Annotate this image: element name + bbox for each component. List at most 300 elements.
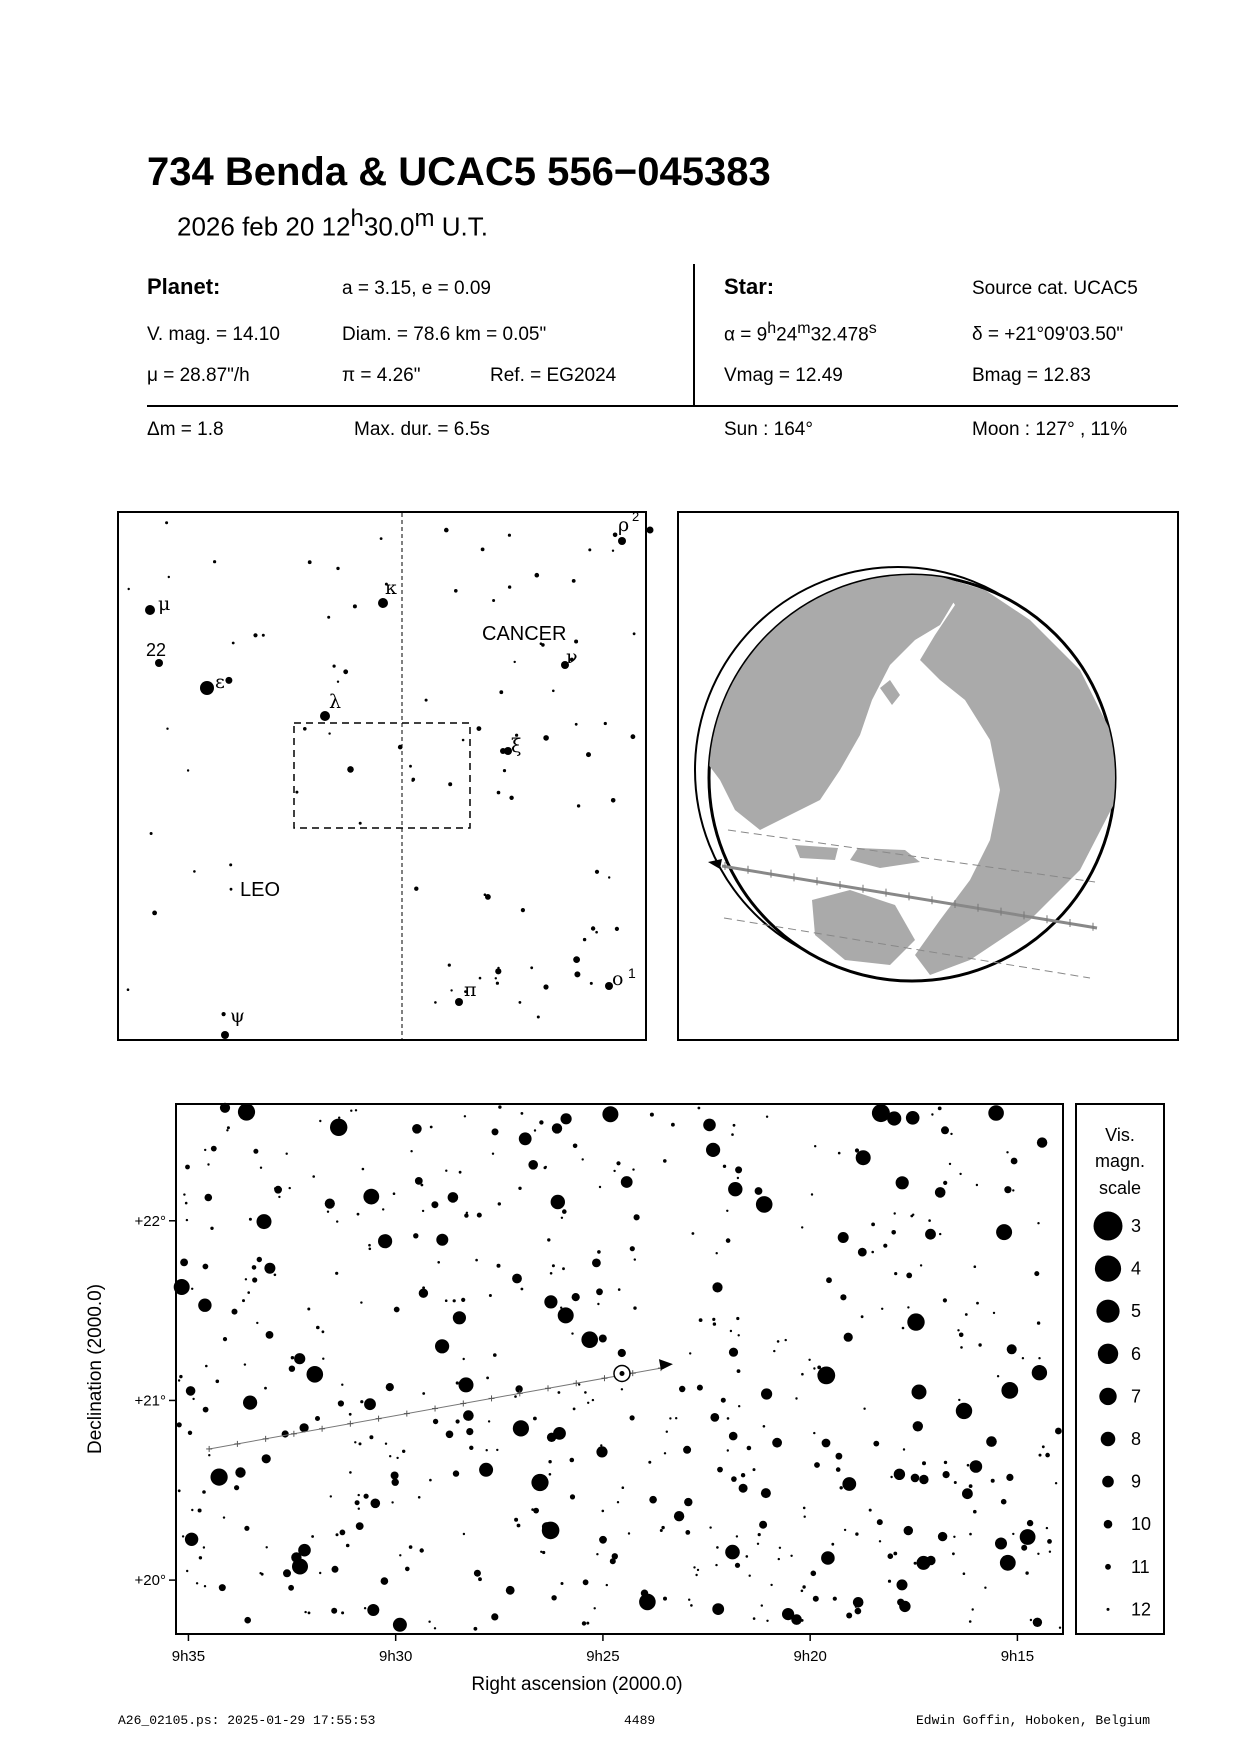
chart-star	[260, 1167, 262, 1169]
chart-star	[902, 1327, 905, 1330]
chart-star	[364, 1398, 376, 1410]
chart-star	[533, 1417, 537, 1421]
chart-star	[283, 1569, 291, 1577]
chart-star	[821, 1551, 835, 1565]
finder-star	[572, 579, 576, 583]
chart-star	[616, 1161, 620, 1165]
path-arrow	[659, 1359, 673, 1370]
chart-star	[879, 1540, 881, 1542]
chart-star	[896, 1176, 909, 1189]
star-header: Star:	[724, 274, 775, 299]
chart-star	[185, 1202, 188, 1205]
chart-star	[587, 1402, 589, 1404]
chart-star	[220, 1103, 230, 1113]
chart-star	[956, 1403, 972, 1419]
chart-star	[699, 1318, 703, 1322]
chart-star	[917, 1556, 931, 1570]
finder-star	[193, 870, 196, 873]
chart-star	[712, 1603, 724, 1615]
chart-star	[409, 1545, 413, 1549]
chart-star	[183, 1193, 185, 1195]
chart-star	[733, 1124, 736, 1127]
chart-star	[519, 1132, 532, 1145]
chart-star	[715, 1564, 717, 1566]
finder-star	[378, 598, 388, 608]
chart-star	[363, 1189, 379, 1205]
chart-star	[666, 1431, 668, 1433]
chart-star	[517, 1524, 521, 1528]
chart-star	[525, 1430, 527, 1432]
finder-star	[295, 791, 298, 794]
chart-star	[405, 1567, 410, 1572]
finder-star	[128, 588, 130, 590]
chart-star	[612, 1553, 618, 1559]
finder-star	[225, 677, 232, 684]
chart-star	[336, 1533, 339, 1536]
chart-star	[349, 1413, 352, 1416]
chart-star	[534, 1129, 536, 1131]
chart-star	[1006, 1474, 1013, 1481]
chart-star	[596, 1446, 607, 1457]
chart-star	[663, 1159, 667, 1163]
chart-star	[1042, 1445, 1045, 1448]
star-label-superscript: 2	[632, 509, 640, 524]
chart-star	[357, 1213, 360, 1216]
x-tick-label: 9h20	[793, 1648, 827, 1665]
chart-star	[692, 1232, 695, 1235]
chart-star	[836, 1467, 841, 1472]
chart-star	[621, 1176, 633, 1188]
chart-star	[869, 1509, 872, 1512]
chart-star	[429, 1479, 432, 1482]
chart-star	[861, 1315, 864, 1318]
chart-star	[422, 1392, 425, 1395]
chart-star	[474, 1627, 478, 1631]
chart-star	[491, 1613, 498, 1620]
finder-star	[608, 876, 610, 878]
chart-star	[1055, 1482, 1057, 1484]
finder-star	[343, 669, 348, 674]
chart-star	[428, 1621, 430, 1623]
chart-star	[974, 1265, 977, 1268]
finder-star	[347, 766, 354, 773]
chart-star	[539, 1120, 543, 1124]
chart-star	[573, 1144, 578, 1149]
chart-star	[312, 1375, 317, 1380]
finder-frame	[118, 512, 646, 1040]
constellation-label: LEO	[240, 879, 281, 901]
chart-star	[817, 1367, 835, 1385]
chart-star	[434, 1627, 436, 1629]
chart-star	[338, 1400, 344, 1406]
chart-star	[474, 1570, 481, 1577]
chart-star	[264, 1263, 275, 1274]
chart-star	[630, 1415, 635, 1420]
chart-star	[191, 1288, 193, 1290]
chart-star	[723, 1165, 726, 1168]
chart-star	[583, 1579, 589, 1585]
finder-star	[612, 550, 614, 552]
max-duration: Max. dur. = 6.5s	[354, 419, 490, 440]
chart-star	[551, 1595, 556, 1600]
chart-star	[548, 1460, 551, 1463]
chart-star	[749, 1575, 751, 1577]
legend-symbol	[1101, 1432, 1116, 1447]
chart-star	[547, 1238, 550, 1241]
footer-file-info: A26_02105.ps: 2025-01-29 17:55:53	[118, 1713, 376, 1728]
chart-star	[1037, 1222, 1039, 1224]
chart-star	[893, 1552, 897, 1556]
chart-star	[943, 1181, 947, 1185]
chart-star	[1012, 1189, 1014, 1191]
legend-symbol	[1098, 1344, 1118, 1364]
finder-star	[543, 735, 549, 741]
chart-star	[814, 1462, 820, 1468]
chart-star	[596, 1288, 603, 1295]
chart-star	[1012, 1533, 1014, 1535]
chart-star	[445, 1170, 447, 1172]
finder-star	[145, 605, 155, 615]
chart-star	[550, 1272, 553, 1275]
chart-star	[479, 1463, 493, 1477]
chart-star	[316, 1326, 320, 1330]
star-label: κ	[385, 577, 397, 599]
chart-star	[639, 1594, 656, 1611]
planet-diameter: Diam. = 78.6 km = 0.05"	[342, 324, 547, 345]
chart-star	[737, 1177, 739, 1179]
chart-star	[728, 1182, 742, 1196]
legend-symbol	[1102, 1476, 1114, 1488]
chart-star	[758, 1533, 761, 1536]
chart-star	[746, 1555, 749, 1558]
chart-star	[506, 1586, 515, 1595]
chart-star	[973, 1510, 977, 1514]
chart-star	[753, 1617, 756, 1620]
chart-star	[492, 1153, 494, 1155]
chart-star	[179, 1375, 182, 1378]
finder-star	[543, 984, 548, 989]
chart-star	[558, 1391, 561, 1394]
x-tick-label: 9h15	[1000, 1648, 1035, 1665]
chart-star	[182, 1535, 184, 1537]
chart-star	[803, 1507, 806, 1510]
chart-star	[244, 1617, 251, 1624]
finder-star	[166, 728, 168, 730]
legend-magnitude-label: 8	[1131, 1429, 1142, 1449]
legend-symbol	[1094, 1212, 1123, 1241]
page-title: 734 Benda & UCAC5 556−045383	[147, 150, 771, 194]
chart-star	[247, 1291, 250, 1294]
chart-star	[1045, 1453, 1050, 1458]
chart-star	[547, 1433, 556, 1442]
chart-star	[739, 1484, 748, 1493]
finder-star	[127, 988, 130, 991]
chart-star	[448, 1192, 459, 1203]
chart-star	[703, 1119, 716, 1132]
star-label: ψ	[230, 1005, 245, 1027]
chart-star	[549, 1473, 552, 1476]
planet-reference: Ref. = EG2024	[490, 365, 617, 386]
finder-star	[631, 734, 636, 739]
chart-star	[298, 1544, 311, 1557]
chart-star	[808, 1359, 810, 1361]
chart-star	[695, 1574, 697, 1576]
chart-star	[712, 1318, 715, 1321]
chart-star	[331, 1608, 337, 1614]
chart-star	[679, 1386, 685, 1392]
chart-star	[196, 1582, 198, 1584]
chart-star	[291, 1356, 294, 1359]
chart-star	[531, 1474, 548, 1491]
chart-star	[456, 1419, 460, 1423]
chart-star	[211, 1469, 228, 1486]
chart-star	[399, 1554, 401, 1556]
chart-star	[514, 1395, 517, 1398]
chart-star	[341, 1384, 343, 1386]
chart-star	[1046, 1527, 1048, 1529]
chart-star	[939, 1233, 941, 1235]
chart-star	[735, 1563, 740, 1568]
chart-star	[986, 1436, 997, 1447]
chart-star	[741, 1473, 745, 1477]
chart-star	[943, 1471, 950, 1478]
star-vmag: Vmag = 12.49	[724, 365, 843, 386]
finder-star	[398, 745, 403, 750]
chart-star	[202, 1490, 206, 1494]
finder-star	[409, 765, 412, 768]
chart-star	[960, 1346, 963, 1349]
chart-star	[766, 1116, 768, 1118]
chart-star	[257, 1257, 262, 1262]
finder-star	[253, 633, 257, 637]
chart-star	[801, 1373, 804, 1376]
chart-star	[369, 1435, 373, 1439]
chart-star	[1007, 1344, 1017, 1354]
finder-star	[262, 634, 265, 637]
chart-star	[1033, 1618, 1042, 1627]
chart-star	[716, 1252, 718, 1254]
shadow-direction-arrow	[708, 859, 722, 869]
chart-star	[322, 1330, 325, 1333]
chart-star	[632, 1168, 634, 1170]
legend-magnitude-label: 4	[1131, 1258, 1142, 1279]
chart-star	[186, 1219, 188, 1221]
legend-magnitude-label: 10	[1131, 1514, 1152, 1535]
chart-star	[418, 1496, 421, 1499]
chart-star	[963, 1572, 966, 1575]
chart-star	[178, 1379, 180, 1381]
chart-star	[274, 1186, 282, 1194]
chart-star	[833, 1597, 837, 1601]
chart-star	[899, 1601, 910, 1612]
chart-star	[180, 1259, 188, 1267]
chart-star	[364, 1607, 366, 1609]
chart-star	[542, 1551, 545, 1554]
chart-star	[633, 1306, 636, 1309]
finder-star	[359, 822, 362, 825]
star-label: 22	[146, 640, 167, 660]
chart-star	[995, 1538, 1007, 1550]
chart-star	[729, 1432, 738, 1441]
finder-star	[495, 977, 497, 979]
chart-star	[257, 1214, 272, 1229]
planet-motion: μ = 28.87"/h	[147, 365, 250, 386]
chart-star	[763, 1425, 766, 1428]
chart-star	[475, 1259, 478, 1262]
chart-star	[477, 1213, 482, 1218]
chart-star	[976, 1302, 979, 1305]
chart-star	[1055, 1428, 1062, 1435]
magnitude-drop: Δm = 1.8	[147, 419, 224, 440]
chart-star	[431, 1201, 438, 1208]
chart-star	[883, 1244, 887, 1248]
chart-star	[562, 1267, 565, 1270]
finder-star	[552, 690, 555, 693]
finder-star	[499, 690, 503, 694]
chart-star	[712, 1282, 722, 1292]
chart-star	[235, 1467, 245, 1477]
chart-star	[801, 1226, 803, 1228]
chart-star	[844, 1529, 846, 1531]
star-source: Source cat. UCAC5	[972, 278, 1138, 299]
chart-star	[561, 1582, 564, 1585]
chart-star	[393, 1192, 396, 1195]
chart-star	[210, 1227, 213, 1230]
chart-star	[498, 1202, 501, 1205]
chart-star	[904, 1526, 913, 1535]
chart-star	[891, 1230, 896, 1235]
chart-star	[726, 1210, 728, 1212]
chart-star	[1020, 1529, 1036, 1545]
chart-star	[753, 1468, 756, 1471]
legend-magnitude-label: 7	[1131, 1386, 1142, 1407]
chart-star	[599, 1335, 607, 1343]
chart-star	[710, 1413, 719, 1422]
chart-star	[582, 1158, 584, 1160]
finder-star	[508, 534, 511, 537]
chart-star	[873, 1441, 879, 1447]
chart-star	[991, 1479, 995, 1483]
chart-star	[855, 1148, 859, 1152]
chart-star	[325, 1199, 335, 1209]
chart-star	[382, 1208, 384, 1210]
finder-star	[200, 681, 214, 695]
chart-star	[602, 1106, 618, 1122]
chart-star	[1032, 1365, 1047, 1380]
chart-star	[931, 1113, 933, 1115]
chart-star	[959, 1333, 964, 1338]
chart-star	[274, 1187, 276, 1189]
finder-star	[380, 537, 383, 540]
chart-star	[826, 1277, 832, 1283]
chart-star	[727, 1417, 730, 1420]
chart-star	[912, 1385, 927, 1400]
chart-star	[552, 1123, 562, 1133]
finder-star	[434, 1001, 437, 1004]
chart-star	[944, 1461, 947, 1464]
legend-magnitude-label: 9	[1131, 1471, 1142, 1492]
finder-star	[514, 661, 516, 663]
chart-star	[188, 1431, 192, 1435]
finder-star	[611, 798, 616, 803]
chart-star	[219, 1584, 226, 1591]
chart-star	[1037, 1321, 1040, 1324]
chart-star	[602, 1510, 605, 1513]
chart-star	[346, 1544, 350, 1548]
chart-star	[894, 1272, 897, 1275]
chart-star	[649, 1496, 657, 1504]
chart-star	[561, 1217, 563, 1219]
chart-star	[877, 1519, 883, 1525]
chart-star	[634, 1214, 640, 1220]
finder-star	[588, 548, 591, 551]
chart-star	[729, 1348, 738, 1357]
chart-star	[592, 1399, 594, 1401]
chart-star	[437, 1261, 440, 1264]
finder-star	[213, 560, 216, 563]
chart-star	[204, 1149, 206, 1151]
chart-star	[531, 1508, 534, 1511]
legend-symbol	[1104, 1520, 1113, 1529]
chart-star	[747, 1446, 752, 1451]
chart-star	[613, 1170, 615, 1172]
chart-star	[597, 1250, 601, 1254]
finder-star	[221, 1031, 229, 1039]
chart-star	[395, 1482, 397, 1484]
chart-star	[727, 1449, 729, 1451]
chart-star	[545, 1166, 547, 1168]
chart-star	[338, 1117, 340, 1119]
chart-star	[412, 1124, 422, 1134]
finder-star	[455, 998, 463, 1006]
chart-star	[1021, 1545, 1027, 1551]
finder-star	[229, 863, 232, 866]
finder-star	[633, 632, 636, 635]
chart-star	[730, 1330, 732, 1332]
x-axis-label: Right ascension (2000.0)	[471, 1674, 683, 1695]
chart-star	[459, 1377, 474, 1392]
star-label: ε	[215, 671, 225, 693]
chart-star	[542, 1522, 560, 1540]
chart-star	[592, 1259, 601, 1268]
sun-elongation: Sun : 164°	[724, 419, 813, 440]
chart-star	[1001, 1499, 1007, 1505]
chart-star	[266, 1546, 268, 1548]
chart-star	[813, 1596, 819, 1602]
chart-star	[761, 1604, 763, 1606]
chart-star	[332, 1566, 339, 1573]
chart-star	[341, 1611, 344, 1614]
chart-star	[573, 1408, 576, 1411]
chart-star	[822, 1439, 831, 1448]
chart-star	[514, 1518, 518, 1522]
chart-star	[618, 1349, 626, 1357]
chart-star	[391, 1472, 399, 1480]
chart-star	[978, 1343, 981, 1346]
finder-star	[497, 791, 501, 795]
chart-star	[355, 1500, 360, 1505]
chart-star	[528, 1160, 538, 1170]
finder-star	[595, 870, 599, 874]
finder-star	[615, 927, 619, 931]
finder-star	[508, 585, 511, 588]
legend-title: scale	[1098, 1178, 1142, 1198]
chart-star	[355, 1109, 357, 1111]
chart-star	[1047, 1539, 1052, 1544]
chart-star	[378, 1234, 392, 1248]
chart-star	[459, 1171, 462, 1174]
chart-star	[211, 1146, 217, 1152]
